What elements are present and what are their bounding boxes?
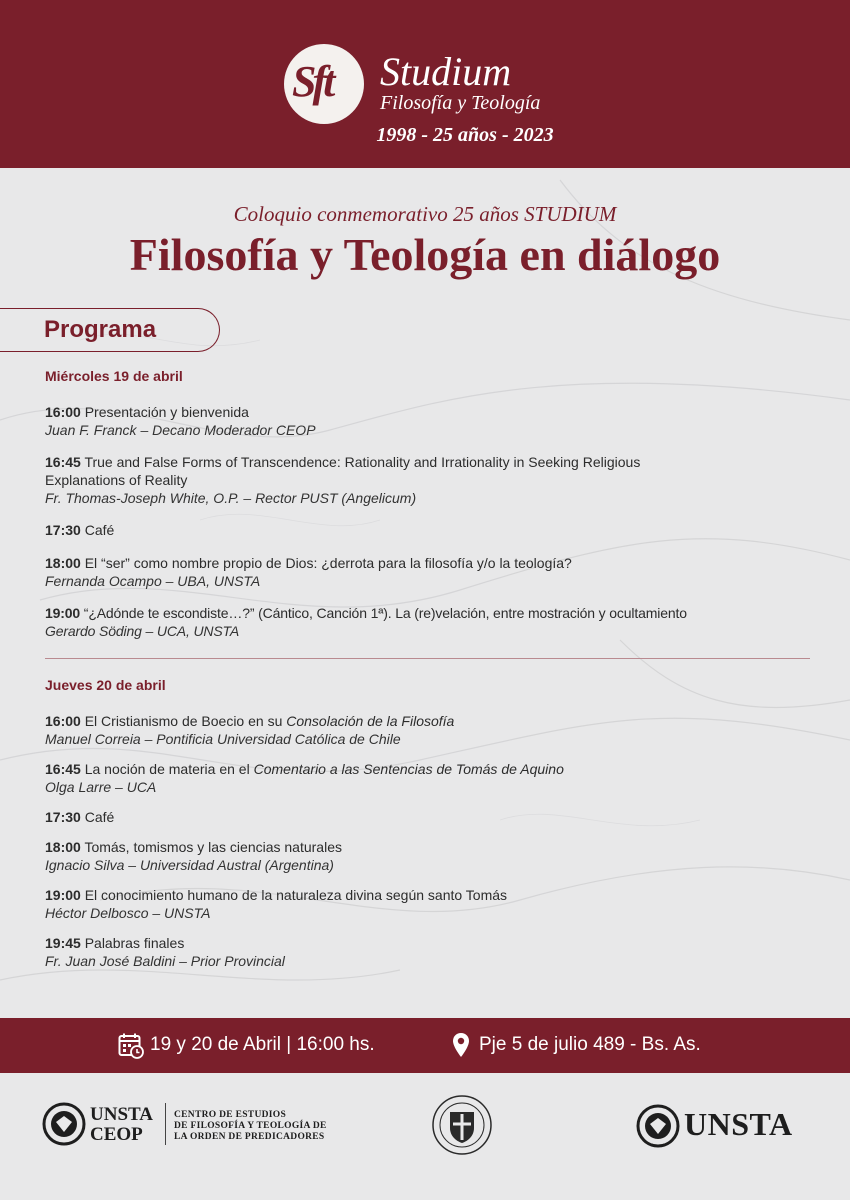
program-item (45, 760, 825, 796)
day-divider (45, 658, 810, 659)
item-title: El “ser” como nombre propio de Dios: ¿derrota para la filosofía y/o la teología? (80, 555, 572, 571)
info-bar (0, 1018, 850, 1073)
programa-label: Programa (44, 316, 157, 343)
item-time: 16:45 (45, 454, 81, 470)
item-speaker: Fr. Thomas-Joseph White, O.P. – Rector PUST (Angelicum) (45, 490, 417, 506)
logo-divider (165, 1103, 166, 1145)
item-title: True and False Forms of Transcendence: Rationality and Irrationality in Seeking Religious (80, 454, 641, 470)
item-title: Presentación y bienvenida (80, 404, 249, 420)
item-time: 16:00 (45, 404, 81, 420)
item-speaker: Ignacio Silva – Universidad Austral (Argentina) (45, 857, 334, 873)
item-speaker: Manuel Correia – Pontificia Universidad Católica de Chile (45, 731, 401, 747)
item-speaker: Juan F. Franck – Decano Moderador CEOP (45, 422, 316, 438)
unsta-seal-icon (636, 1104, 680, 1148)
program-item (45, 403, 825, 439)
item-title: La noción de materia en el (80, 761, 254, 777)
program-item (45, 453, 825, 507)
event-location: Pje 5 de julio 489 - Bs. As. (479, 1034, 701, 1055)
item-time: 18:00 (45, 839, 81, 855)
item-time: 18:00 (45, 555, 81, 571)
item-time: 19:00 (45, 887, 81, 903)
item-title: “¿Adónde te escondiste…?” (Cántico, Canción 1ª). La (re)velación, entre mostración y ocultamiento (80, 605, 687, 621)
program-item (45, 521, 825, 539)
location-pin-icon (452, 1032, 470, 1058)
day-heading: Jueves 20 de abril (45, 677, 166, 693)
item-speaker: Fr. Juan José Baldini – Prior Provincial (45, 953, 285, 969)
item-title: Café (80, 522, 115, 538)
program-item (45, 808, 825, 826)
item-time: 17:30 (45, 809, 81, 825)
anniversary-years: 1998 - 25 años - 2023 (376, 124, 554, 146)
event-subtitle: Coloquio conmemorativo 25 años STUDIUM (233, 202, 617, 226)
item-title-italic: Comentario a las Sentencias de Tomás de Aquino (253, 761, 564, 777)
item-title: Café (80, 809, 115, 825)
program-item (45, 554, 825, 590)
item-title-continued: Explanations of Reality (45, 472, 188, 488)
programa-tab (0, 308, 220, 352)
cedop-line: LA ORDEN DE PREDICADORES (174, 1132, 325, 1142)
unsta-ceop-line1: UNSTA (90, 1104, 153, 1125)
brand-subtitle: Filosofía y Teología (380, 92, 541, 114)
item-speaker: Gerardo Söding – UCA, UNSTA (45, 623, 240, 639)
item-time: 16:00 (45, 713, 81, 729)
calendar-icon (118, 1032, 144, 1060)
item-time: 19:45 (45, 935, 81, 951)
program-item (45, 886, 825, 922)
program-item (45, 712, 825, 748)
item-title: El Cristianismo de Boecio en su (80, 713, 287, 729)
studium-logo-monogram: Sft (292, 57, 332, 106)
cedop-line: DE FILOSOFÍA Y TEOLOGÍA DE (174, 1121, 327, 1131)
unsta-seal-icon (42, 1102, 86, 1146)
dominican-seal-icon (430, 1094, 494, 1156)
item-title: Tomás, tomismos y las ciencias naturales (80, 839, 342, 855)
brand (380, 50, 540, 114)
program-item (45, 934, 825, 970)
item-speaker: Olga Larre – UCA (45, 779, 157, 795)
event-title: Filosofía y Teología en diálogo (129, 229, 721, 280)
cedop-line: CENTRO DE ESTUDIOS (174, 1110, 287, 1120)
item-title: El conocimiento humano de la naturaleza divina según santo Tomás (80, 887, 508, 903)
item-title-italic: Consolación de la Filosofía (286, 713, 455, 729)
unsta-ceop-line2: CEOP (90, 1124, 143, 1145)
brand-name: Studium (380, 49, 512, 94)
unsta-ceop-logo (90, 1105, 153, 1145)
item-time: 16:45 (45, 761, 81, 777)
item-title: Palabras finales (80, 935, 185, 951)
program-item (45, 604, 835, 640)
event-date: 19 y 20 de Abril | 16:00 hs. (150, 1034, 375, 1055)
item-speaker: Fernanda Ocampo – UBA, UNSTA (45, 573, 261, 589)
item-time: 17:30 (45, 522, 81, 538)
program-item (45, 838, 825, 874)
cedop-text (174, 1110, 327, 1143)
unsta-logo-text: UNSTA (684, 1106, 793, 1142)
item-speaker: Héctor Delbosco – UNSTA (45, 905, 211, 921)
item-time: 19:00 (45, 605, 81, 621)
day-heading: Miércoles 19 de abril (45, 368, 183, 384)
